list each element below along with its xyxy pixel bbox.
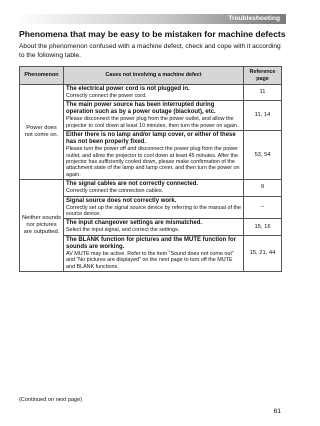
- cause-body: Please disconnect the power plug from the power outlet, and allow the projector to cool down at least 10 minutes, then turn the power on again.: [66, 116, 239, 129]
- header-cases: Cases not involving a machine defect: [64, 67, 244, 85]
- cause-body: Correctly connect the power cord.: [66, 93, 147, 99]
- cause-body: Select the input signal, and correct the settings.: [66, 227, 180, 234]
- page-number: 61: [273, 408, 281, 415]
- cause-title: The electrical power cord is not plugged in.: [66, 86, 190, 92]
- cause-body: Correctly connect the connection cables.: [66, 188, 164, 195]
- cause-cell: [64, 219, 244, 235]
- cause-title: The signal cables are not correctly connected.: [66, 181, 199, 188]
- page-title: Phenomena that may be easy to be mistaken for machine defects: [19, 29, 286, 39]
- reference-cell: 15, 21, 44: [244, 235, 282, 271]
- reference-cell: 9: [244, 180, 282, 196]
- section-label: Troubleshooting: [228, 15, 280, 22]
- cause-cell: [64, 101, 244, 131]
- header-phenomenon: Phenomenon: [20, 67, 64, 85]
- cause-body: AV MUTE may be active. Refer to the item “Sound does not come out” and “No pictures are displayed” on the next page to turn off the MUTE and BLANK functions.: [66, 250, 234, 270]
- cause-body: Correctly set up the signal source device by referring to the manual of the source device.: [66, 204, 241, 218]
- cause-cell: [64, 196, 244, 219]
- table-row: [20, 180, 282, 196]
- continued-note: (Continued on next page): [19, 397, 83, 403]
- cause-cell: [64, 180, 244, 196]
- cause-title: Signal source does not correctly work.: [66, 197, 177, 204]
- header-reference: Reference page: [244, 67, 282, 85]
- reference-cell: 15, 16: [244, 219, 282, 235]
- table-header-row: [20, 67, 282, 85]
- cause-cell: [64, 85, 244, 101]
- phenomenon-cell: Power does not come on.: [20, 85, 64, 180]
- cause-title: Either there is no lamp and/or lamp cover, or either of these has not been properly fixed.: [66, 132, 236, 146]
- cause-body: Please turn the power off and disconnect the power plug from the power outlet, and allow the projector to cool down at least 45 minutes. After the projector has sufficiently cooled down, please make confirmation of the attachment state of the lamp and lamp cover, and then turn the power on again.: [66, 146, 240, 178]
- reference-cell: 11, 14: [244, 101, 282, 131]
- cause-cell: [64, 131, 244, 180]
- cause-title: The BLANK function for pictures and the MUTE function for sounds are working.: [66, 236, 236, 250]
- reference-cell: 53, 54: [244, 131, 282, 180]
- reference-cell: 11: [244, 85, 282, 101]
- table-row: [20, 85, 282, 101]
- section-header-bar: [14, 14, 286, 24]
- reference-cell: –: [244, 196, 282, 219]
- troubleshooting-table: [19, 66, 282, 272]
- cause-title: The main power source has been interrupted during operation such as by a power outage (blackout), etc.: [66, 102, 216, 116]
- phenomenon-cell: Neither sounds nor pictures are outputted.: [20, 180, 64, 272]
- cause-title: The input changeover settings are mismatched.: [66, 220, 203, 227]
- intro-paragraph: About the phenomenon confused with a machine defect, check and cope with it according to the following table.: [19, 43, 281, 59]
- cause-cell: [64, 235, 244, 271]
